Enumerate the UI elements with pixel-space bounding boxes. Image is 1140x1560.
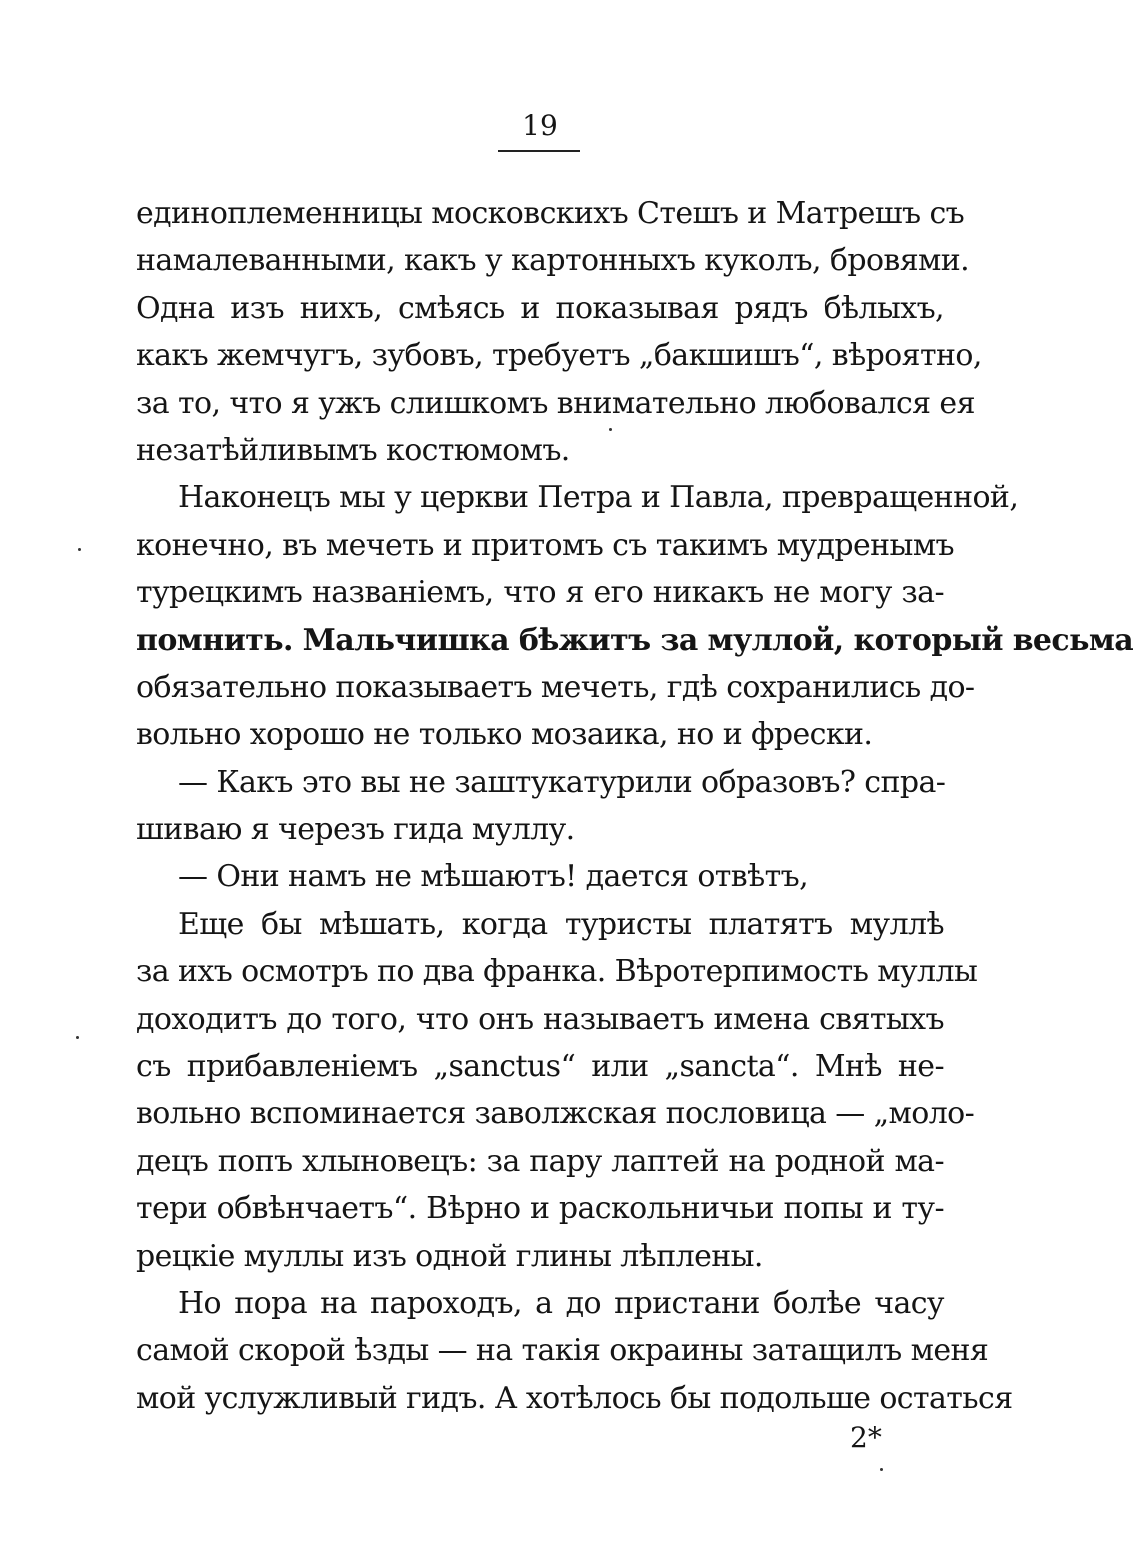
page-number: 19 xyxy=(522,109,558,142)
text-line: турецкимъ названіемъ, что я его никакъ не могу за- xyxy=(136,575,944,611)
text-line: вольно вспоминается заволжская пословица — „моло- xyxy=(136,1096,975,1132)
text-line: рецкіе муллы изъ одной глины лѣплены. xyxy=(136,1238,763,1274)
text-line: вольно хорошо не только мозаика, но и фрески. xyxy=(136,717,873,753)
text-line: доходитъ до того, что онъ называетъ имена святыхъ xyxy=(136,1001,944,1037)
text-line: конечно, въ мечеть и притомъ съ такимъ мудренымъ xyxy=(136,527,955,563)
text-line: — Какъ это вы не заштукатурили образовъ? спра- xyxy=(178,764,946,800)
text-line: намалеванными, какъ у картонныхъ куколъ, бровями. xyxy=(136,243,970,279)
text-line: Но пора на пароходъ, а до пристани болѣе часу xyxy=(178,1285,944,1321)
text-line: за ихъ осмотръ по два франка. Вѣротерпимость муллы xyxy=(136,954,978,990)
text-line: помнить. Мальчишка бѣжитъ за муллой, который весьма xyxy=(136,622,1134,658)
signature-mark: 2* xyxy=(850,1421,882,1454)
body-text xyxy=(136,190,1134,1422)
text-line: шиваю я черезъ гида муллу. xyxy=(136,812,575,848)
text-line: съ прибавленіемъ „sanctus“ или „sancta“. Мнѣ не- xyxy=(136,1049,944,1085)
text-line: тери обвѣнчаетъ“. Вѣрно и раскольничьи попы и ту- xyxy=(136,1191,944,1227)
text-line: единоплеменницы московскихъ Стешъ и Матрешъ съ xyxy=(136,196,965,231)
print-speck xyxy=(880,1468,883,1471)
text-line: — Они намъ не мѣшаютъ! дается отвѣтъ, xyxy=(178,859,809,895)
print-speck xyxy=(609,428,612,431)
text-line: Одна изъ нихъ, смѣясь и показывая рядъ бѣлыхъ, xyxy=(136,290,944,326)
text-line: Наконецъ мы у церкви Петра и Павла, превращенной, xyxy=(178,480,1019,516)
text-line: за то, что я ужъ слишкомъ внимательно любовался ея xyxy=(136,385,975,421)
text-line: незатѣйливымъ костюмомъ. xyxy=(136,432,570,468)
header-rule xyxy=(498,150,580,152)
print-speck xyxy=(76,1036,79,1039)
text-line: мой услужливый гидъ. А хотѣлось бы подольше остаться xyxy=(136,1380,1013,1416)
text-line: обязательно показываетъ мечеть, гдѣ сохранились до- xyxy=(136,669,975,705)
text-line: какъ жемчугъ, зубовъ, требуетъ „бакшишъ“, вѣроятно, xyxy=(136,338,982,374)
print-speck xyxy=(78,548,81,551)
text-line: самой скорой ѣзды — на такія окраины затащилъ меня xyxy=(136,1333,989,1369)
text-line: Еще бы мѣшать, когда туристы платятъ муллѣ xyxy=(178,906,944,942)
text-line: децъ попъ хлыновецъ: за пару лаптей на родной ма- xyxy=(136,1143,944,1179)
